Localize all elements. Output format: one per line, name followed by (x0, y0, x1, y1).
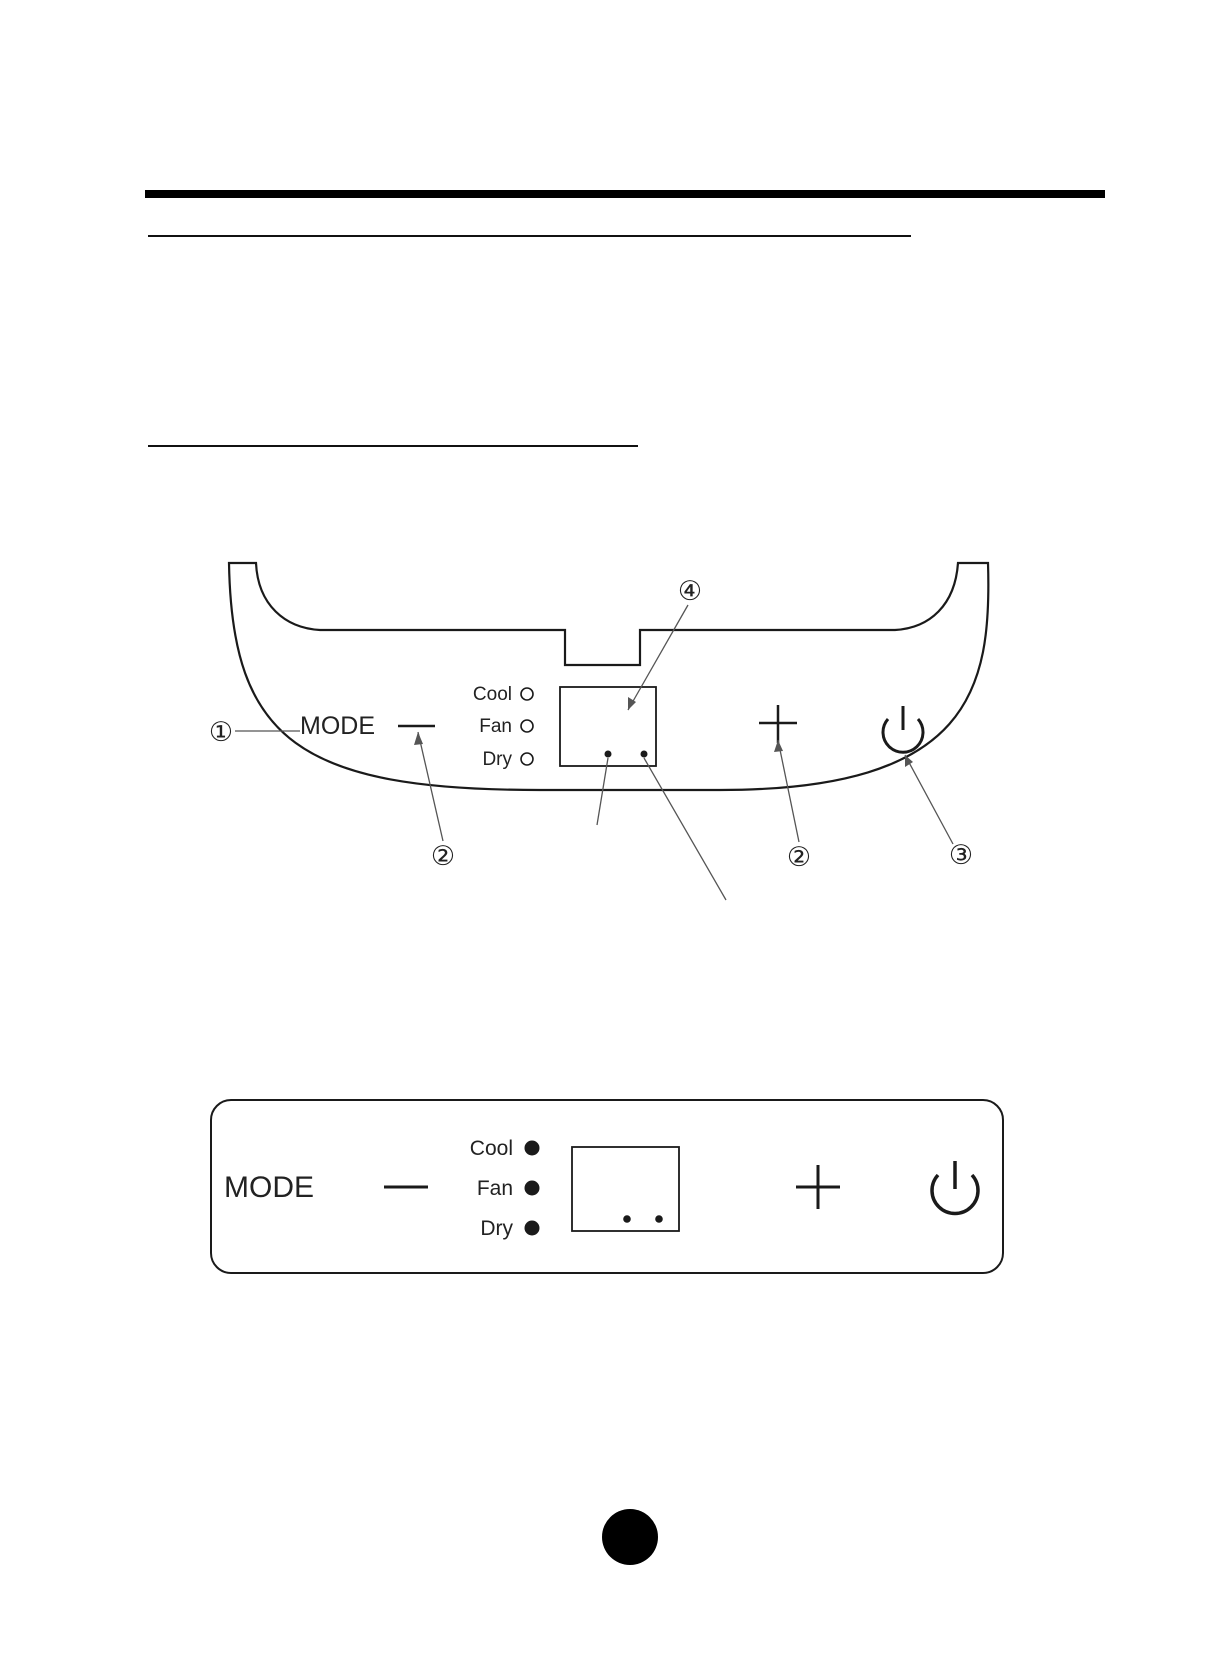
mode-label: MODE (300, 712, 375, 740)
callout-1: ① (208, 717, 234, 747)
indicator-label-fan: Fan (479, 716, 512, 737)
indicator-led-dry (521, 753, 533, 765)
indicator-led-fan (521, 720, 533, 732)
display-dot-left (605, 751, 612, 758)
power-icon (932, 1161, 978, 1213)
panel-flat-outline (211, 1100, 1003, 1273)
indicator-led-cool (521, 688, 533, 700)
plus-icon (796, 1165, 840, 1209)
power-icon (883, 706, 923, 752)
display-dot-left (623, 1215, 631, 1223)
display-dot-right (655, 1215, 663, 1223)
indicator-label-cool: Cool (469, 1137, 513, 1160)
callout-leaders (235, 605, 953, 900)
panel-diagram (209, 563, 989, 900)
indicator-label-dry: Dry (482, 749, 512, 770)
page-number-badge (602, 1509, 658, 1565)
callout-2-plus: ② (786, 842, 812, 872)
indicator-led-cool (525, 1141, 540, 1156)
panel-flat (211, 1100, 1003, 1273)
callout-2-minus: ② (430, 841, 456, 871)
indicator-label-dry: Dry (480, 1217, 513, 1240)
display-dot-right (641, 751, 648, 758)
mode-label: MODE (224, 1171, 314, 1204)
plus-icon (759, 705, 797, 743)
indicator-led-dry (525, 1221, 540, 1236)
indicator-label-fan: Fan (476, 1177, 513, 1200)
callout-3-power: ③ (948, 840, 974, 870)
indicator-label-cool: Cool (472, 684, 512, 705)
callout-4-display: ④ (677, 576, 703, 606)
indicator-led-fan (525, 1181, 540, 1196)
